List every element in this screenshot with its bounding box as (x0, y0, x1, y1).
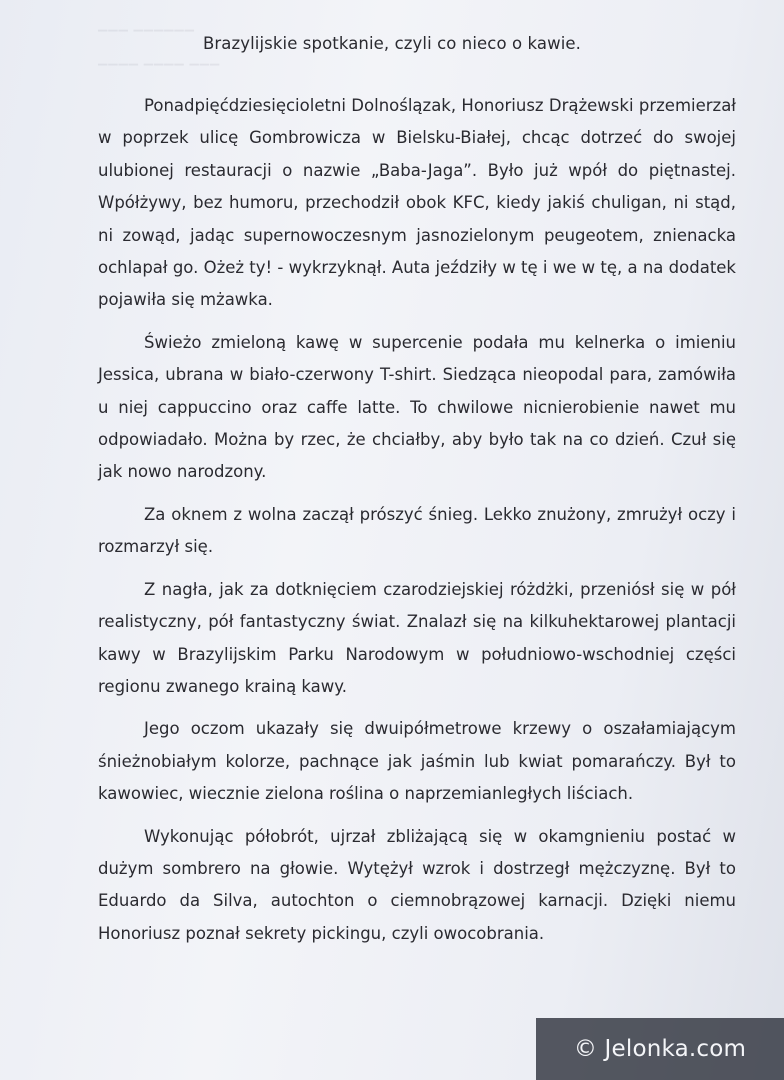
watermark-badge: © Jelonka.com (536, 1018, 784, 1080)
paragraph: Jego oczom ukazały się dwuipółmetrowe krzewy o oszałamiającym śnieżnobiałym kolorze, pachnące jak jaśmin lub kwiat pomarańczy. Był to kawowiec, wiecznie zielona roślina o naprzemianległych liściach. (98, 719, 736, 804)
paragraph: Świeżo zmieloną kawę w supercenie podała mu kelnerka o imieniu Jessica, ubrana w biało-czerwony T-shirt. Siedząca nieopodal para, zamówiła u niej cappuccino oraz caffe latte. To chwilowe nicnierobienie nawet mu odpowiadało. Można by rzec, że chciałby, aby było tak na co dzień. Czuł się jak nowo narodzony. (98, 332, 736, 482)
paragraph: Wykonując półobrót, ujrzał zbliżającą się w okamgnieniu postać w dużym sombrero na głowie. Wytężył wzrok i dostrzegł mężczyznę. Był to Eduardo da Silva, autochton o ciemnobrązowej karnacji. Dzięki niemu Honoriusz poznał sekrety pickingu, czyli owocobrania. (98, 826, 736, 943)
paragraph: Z nagła, jak za dotknięciem czarodziejskiej różdżki, przeniósł się w pół realistyczny, pół fantastyczny świat. Znalazł się na kilkuhektarowej plantacji kawy w Brazylijskim Parku Narodowym w południowo-wschodniej części regionu zwanego krainą kawy. (98, 579, 736, 696)
document-body (98, 90, 736, 960)
paragraph: Za oknem z wolna zaczął prószyć śnieg. Lekko znużony, zmrużył oczy i rozmarzył się. (98, 504, 736, 557)
bleed-through-line: ▔▔▔ ▔▔▔▔▔▔ (98, 30, 195, 44)
bleed-through-line: ▔▔▔▔ ▔▔▔▔ ▔▔▔ (98, 64, 221, 78)
document-title: Brazylijskie spotkanie, czyli co nieco o kawie. (202, 34, 582, 53)
paragraph: Ponadpięćdziesięcioletni Dolnoślązak, Honoriusz Drążewski przemierzał w poprzek ulicę Gombrowicza w Bielsku-Białej, chcąc dotrzeć do swojej ulubionej restauracji o nazwie „Baba-Jaga”. Było już wpół do piętnastej. Wpółżywy, bez humoru, przechodził obok KFC, kiedy jakiś chuligan, ni stąd, ni zowąd, jadąc supernowoczesnym jasnozielonym peugeotem, znienacka ochlapał go. Ożeż ty! - wykrzyknął. Auta jeździły w tę i we w tę, a na dodatek pojawiła się mżawka. (98, 96, 736, 310)
